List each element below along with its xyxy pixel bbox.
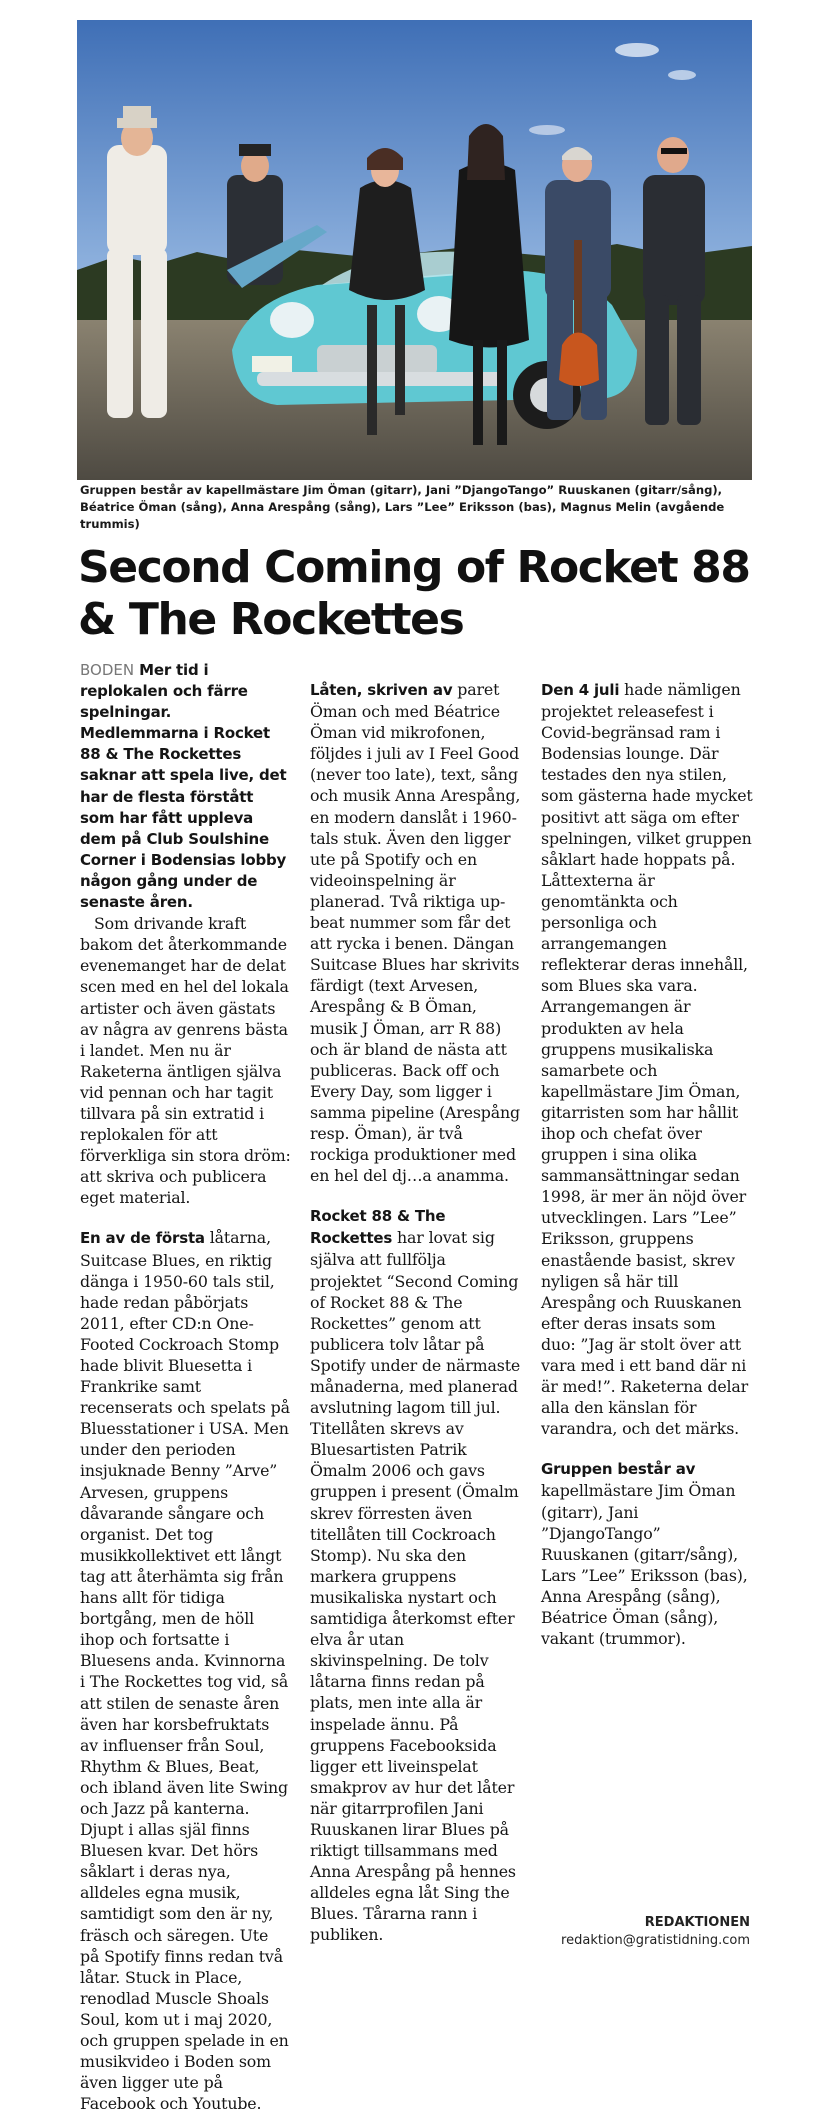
paragraph-6-text: kapellmästare Jim Öman (gitarr), Jani ”DjangoTango” Ruuskanen (gitarr/sång), Lars ”Lee” Eriksson (bas), Anna Arespång (sång), Béatrice Öman (sång), vakant (trummor).: [541, 1481, 748, 1649]
article-paragraph-5: [541, 679, 753, 1439]
byline-email: redaktion@gratistidning.com: [561, 1933, 750, 1948]
article-paragraph-1: Som drivande kraft bakom det återkommande evenemanget har de delat scen med en hel del lokala artister och även gästats av några av genrens bästa i landet. Men nu är Raketerna äntligen själva vid pennan och har tagit tillvara på sin extratid i replokalen för att förverkliga sin stora dröm: att skriva och publicera eget material.: [80, 914, 291, 1208]
paragraph-5-runin: Den 4 juli: [541, 681, 620, 699]
band-photo: [77, 20, 752, 480]
article-headline: Second Coming of Rocket 88 & The Rockettes: [78, 542, 750, 645]
article-column-2: [310, 660, 522, 1946]
article-paragraph-3: [310, 679, 522, 1186]
paragraph-6-runin: Gruppen består av: [541, 1460, 696, 1479]
paragraph-2-text: låtarna, Suitcase Blues, en riktig dänga i 1950-60 tals stil, hade redan påbörjats 2011, efter CD:n One-Footed Cockroach Stomp hade blivit Bluesetta i Frankrike samt recenserats och spelats på Bluesstationer i USA. Men under den perioden insjuknade Benny ”Arve” Arvesen, gruppens dåvarande sångare och organist. Det tog musikkollektivet ett långt tag att återhämta sig från hans allt för tidiga bortgång, men de höll ihop och fortsatte i Bluesens anda. Kvinnorna i The Rockettes tog vid, så att stilen de senaste åren även har korsbefruktats av influenser från Soul, Rhythm & Blues, Beat, och ibland även lite Swing och Jazz på kanterna. Djupt i allas själ finns Bluesen kvar. Det hörs såklart i deras nya, alldeles egna musik, samtidigt som den är ny, fräsch och säregen. Ute på Spotify finns redan två låtar. Stuck in Place, renodlad Muscle Shoals Soul, kom ut i maj 2020, och gruppen spelade in en musikvideo i Boden som även ligger ute på Facebook och Youtube.: [80, 1228, 290, 2114]
paragraph-4-text: har lovat sig själva att fullfölja projektet “Second Coming of Rocket 88 & The Rockettes” genom att publicera tolv låtar på Spotify under de närmaste månaderna, med planerad avslutning lagom till jul. Titellåten skrevs av Bluesartisten Patrik Ömalm 2006 och gavs gruppen i present (Ömalm skrev förresten även titellåten till Cockroach Stomp). Nu ska den markera gruppens musikaliska nystart och samtidiga återkomst efter elva år utan skivinspelning. De tolv låtarna finns redan på plats, men inte alla är inspelade ännu. På gruppens Facebooksida ligger ett liveinspelat smakprov av hur det låter när gitarrprofilen Jani Ruuskanen lirar Blues på riktigt tillsammans med Anna Arespång på hennes alldeles egna låt Sing the Blues. Tårarna rann i publiken.: [310, 1228, 521, 1945]
paragraph-3-runin: Låten, skriven av: [310, 681, 453, 699]
paragraph-5-text: hade nämligen projektet releasefest i Covid-begränsad ram i Bodensias lounge. Där testades den nya stilen, som gästerna hade mycket positivt att säga om efter spelningen, vilket gruppen såklart hade hoppats på. Låttexterna är genomtänkta och personliga och arrangemangen reflekterar deras innehåll, som Blues ska vara. Arrangemangen är produkten av hela gruppens musikaliska samarbete och kapellmästare Jim Öman, gitarristen som har hållit ihop och chefat över gruppen i sina olika sammansättningar sedan 1998, är mer än nöjd över utvecklingen. Lars ”Lee” Eriksson, gruppens enastående basist, skrev nyligen så här till Arespång och Ruuskanen efter deras insats som duo: ”Jag är stolt över att vara med i ett band där ni är med!”. Raketerna delar alla den känslan för varandra, och det märks.: [541, 680, 753, 1439]
byline-name: REDAKTIONEN: [644, 1915, 750, 1930]
article-column-3: [541, 660, 753, 1649]
paragraph-4-runin: Rocket 88 & The Rockettes: [310, 1207, 446, 1248]
byline: [561, 1914, 750, 1950]
article-paragraph-2-start: [80, 1227, 292, 2114]
paragraph-3-text: paret Öman och med Béatrice Öman vid mikrofonen, följdes i juli av I Feel Good (never too late), text, sång och musik Anna Arespång, en modern danslåt i 1960-tals stuk. Även den ligger ute på Spotify och en videoinspelning är planerad. Två riktiga up-beat nummer som får det att rycka i benen. Dängan Suitcase Blues har skrivits färdigt (text Arvesen, Arespång & B Öman, musik J Öman, arr R 88) och är bland de nästa att publiceras. Back off och Every Day, som ligger i samma pipeline (Arespång resp. Öman), är två rockiga produktioner med en hel del dj…a anamma.: [310, 680, 521, 1186]
article-paragraph-6: [541, 1458, 753, 1649]
article-paragraph-4: [310, 1205, 522, 1945]
article-column-1: [80, 660, 292, 2114]
lead-text: Mer tid i replokalen och färre spelningar. Medlemmarna i Rocket 88 & The Rockettes saknar att spela live, det har de flesta förstått som har fått uppleva dem på Club Soulshine Corner i Bodensias lobby någon gång under de senaste åren.: [80, 661, 287, 912]
photo-caption: Gruppen består av kapellmästare Jim Öman (gitarr), Jani ”DjangoTango” Ruuskanen (gitarr/sång), Béatrice Öman (sång), Anna Arespång (sång), Lars ”Lee” Eriksson (bas), Magnus Melin (avgående trummis): [80, 483, 725, 531]
dateline: BODEN: [80, 661, 135, 679]
article-lead: [80, 660, 292, 913]
paragraph-2-runin: En av de första: [80, 1229, 205, 1248]
